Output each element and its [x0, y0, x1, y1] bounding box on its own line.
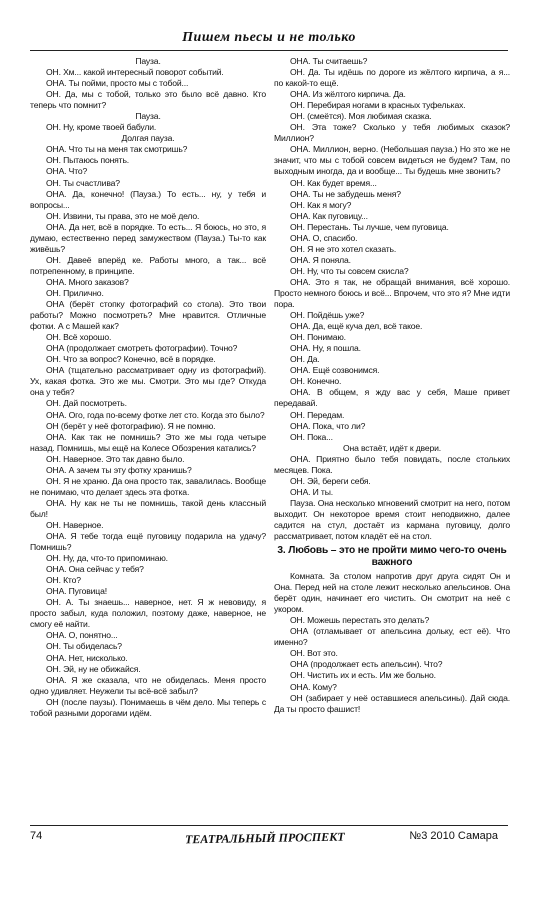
dialogue-line: ОН. Наверное. Это так давно было. — [46, 453, 185, 464]
dialogue-line: ОНА (отламывает от апельсина дольку, ест её). Что именно? — [274, 626, 510, 648]
dialogue-line: ОНА (продолжает смотреть фотографии). Точно? — [46, 343, 238, 354]
dialogue-line: ОН. (смеётся). Моя любимая сказка. — [290, 111, 432, 122]
dialogue-line: ОНА. Да, конечно! (Пауза.) То есть... ну, у тебя и вопросы... — [30, 188, 266, 210]
dialogue-line: ОН. Перебирая ногами в красных туфельках. — [290, 100, 466, 111]
dialogue-line: ОНА. И ты. — [290, 486, 333, 497]
dialogue-line: ОН. А. Ты знаешь... наверное, нет. Я ж невовиду, я просто забыл, куда положил, поэтому даже, наверное, не смогу её найти. — [30, 597, 266, 630]
page-number: 74 — [30, 830, 43, 842]
dialogue-line: ОНА (продолжает есть апельсин). Что? — [290, 659, 443, 670]
dialogue-line: ОН. Ну, кроме твоей бабули. — [46, 122, 157, 133]
dialogue-line: ОНА. Я поняла. — [290, 254, 351, 265]
dialogue-line: ОН. Эта тоже? Сколько у тебя любимых сказок? Миллион? — [274, 122, 510, 144]
dialogue-line: ОН. Да, мы с тобой, только это было всё давно. Кто теперь что помнит? — [30, 89, 266, 111]
dialogue-line: ОН. Ну, что ты совсем скисла? — [290, 265, 409, 276]
dialogue-line: ОН. Что за вопрос? Конечно, всё в порядке. — [46, 354, 216, 365]
dialogue-line: ОНА. В общем, я жду вас у себя, Маше привет передавай. — [274, 387, 510, 409]
dialogue-line: ОН. Да. — [290, 354, 320, 365]
dialogue-line: ОН. Перестань. Ты лучше, чем пуговица. — [290, 221, 449, 232]
stage-direction: Пауза. — [135, 111, 161, 122]
dialogue-line: ОН. Кто? — [46, 575, 81, 586]
dialogue-line: ОН. Эй, ну не обижайся. — [46, 663, 141, 674]
dialogue-line: ОНА. Я тебе тогда ещё пуговицу подарила на удачу? Помнишь? — [30, 531, 266, 553]
dialogue-line: ОНА. Приятно было тебя повидать, после стольких месяцев. Пока. — [274, 453, 510, 475]
dialogue-line: ОНА. Ого, года по-всему фотке лет сто. Когда это было? — [46, 409, 265, 420]
dialogue-line: ОНА (тщательно рассматривает одну из фотографий). Ух, какая фотка. Это же мы. Смотри. Это мы где? Откуда она у тебя? — [30, 365, 266, 398]
dialogue-line: ОН. Вот это. — [290, 648, 338, 659]
dialogue-line: ОН. Как я могу? — [290, 199, 352, 210]
stage-direction: Она встаёт, идёт к двери. — [342, 442, 442, 453]
dialogue-line: ОНА. Что ты на меня так смотришь? — [46, 144, 188, 155]
dialogue-line: ОН. Ты счастлива? — [46, 177, 120, 188]
dialogue-line: ОН. Ну, да, что-то припоминаю. — [46, 553, 168, 564]
dialogue-line: ОН. Давеё вперёд ке. Работы много, а так... всё потрепенному, в принципе. — [30, 254, 266, 276]
dialogue-line: ОНА. Пока, что ли? — [290, 420, 366, 431]
dialogue-line: ОН. Да. Ты идёшь по дороге из жёлтого кирпича, а я... по какой-то ещё. — [274, 67, 510, 89]
dialogue-line: ОНА. О, спасибо. — [290, 232, 358, 243]
dialogue-line: ОН. Хм... какой интересный поворот событий. — [46, 67, 224, 78]
dialogue-line: ОН (забирает у неё оставшиеся апельсины). Дай сюда. Да ты просто фашист! — [274, 692, 510, 714]
dialogue-line: ОН. Как будет время... — [290, 177, 377, 188]
dialogue-line: ОНА. Ты считаешь? — [290, 56, 368, 66]
dialogue-line: ОН. Всё хорошо. — [46, 332, 112, 343]
dialogue-line: ОНА. Я же сказала, что не обиделась. Меня просто одно удивляет. Неужели ты всё-всё забыл? — [30, 674, 266, 696]
dialogue-line: ОН. Пока... — [290, 431, 333, 442]
dialogue-line: ОН. Понимаю. — [290, 332, 346, 343]
issue-info: №3 2010 Самара — [409, 830, 498, 842]
dialogue-line: ОН. Чистить их и есть. Им же больно. — [290, 670, 436, 681]
dialogue-line: ОН (после паузы). Понимаешь в чём дело. Мы теперь с тобой разными дорогами идём. — [30, 696, 266, 718]
dialogue-line: ОНА. Миллион, верно. (Небольшая пауза.) Но это же не значит, что мы с тобой совсем видеться не будем? Там, по выходным иногда, да и вообще... Ты будешь мне звонить? — [274, 144, 510, 177]
text-column-right — [274, 56, 510, 715]
dialogue-line: ОНА. Пуговица! — [46, 586, 107, 597]
dialogue-line: ОН. Пойдёшь уже? — [290, 310, 365, 321]
dialogue-line: ОН. Конечно. — [290, 376, 342, 387]
dialogue-line: ОН. Можешь перестать это делать? — [290, 615, 430, 626]
dialogue-line: ОНА. А зачем ты эту фотку хранишь? — [46, 464, 192, 475]
dialogue-line: ОНА. Да нет, всё в порядке. То есть... Я боюсь, но это, я думаю, естественно перед замужеством (Пауза.) Ты-то как живёшь? — [30, 221, 266, 254]
dialogue-line: ОНА. Кому? — [290, 681, 337, 692]
header-divider — [30, 50, 508, 51]
dialogue-line: ОНА. Ты пойми, просто мы с тобой... — [46, 78, 189, 89]
dialogue-line: ОНА. Из жёлтого кирпича. Да. — [290, 89, 406, 100]
dialogue-line: ОН. Я не это хотел сказать. — [290, 243, 397, 254]
dialogue-line: ОНА. Много заказов? — [46, 276, 129, 287]
magazine-name: ТЕАТРАЛЬНЫЙ ПРОСПЕКТ — [184, 829, 345, 847]
dialogue-line: ОН. Прилично. — [46, 287, 104, 298]
page-header: Пишем пьесы и не только — [182, 30, 356, 45]
dialogue-line: ОНА. Ещё созвонимся. — [290, 365, 380, 376]
dialogue-line: ОНА (берёт стопку фотографий со стола). Это твои работы? Можно посмотреть? Мне нравится. Отличные фотки. А с Машей как? — [30, 299, 266, 332]
dialogue-line: ОНА. Нет, нисколько. — [46, 652, 128, 663]
dialogue-line: ОНА. Это я так, не обращай внимания, всё хорошо. Просто немного боюсь и всё... Впрочем, что это я? Мне идти пора. — [274, 276, 510, 310]
dialogue-line: ОН. Ты обиделась? — [46, 641, 122, 652]
dialogue-line: ОНА. Как пуговицу... — [290, 210, 368, 221]
dialogue-line: ОН. Извини, ты права, это не моё дело. — [46, 210, 200, 221]
dialogue-line: ОНА. Ну, я пошла. — [290, 343, 361, 354]
dialogue-line: ОН. Эй, береги себя. — [290, 475, 371, 486]
footer-divider — [30, 825, 508, 826]
dialogue-line: ОНА. Как так не помнишь? Это же мы года четыре назад. Помнишь, мы ещё на Колесе Обозрения катались? — [30, 431, 266, 453]
dialogue-line: ОНА. Ну как не ты не помнишь, такой день классный был! — [30, 497, 266, 519]
dialogue-line: ОНА. Ты не забудешь меня? — [290, 188, 401, 199]
text-column-left — [30, 56, 266, 719]
dialogue-line: ОН. Передам. — [290, 409, 345, 420]
dialogue-line: Комната. За столом напротив друг друга сидят Он и Она. Перед ней на столе лежит несколько апельсинов. Она берёт один, начинает его чистить. Он смотрит на неё с укором. — [274, 571, 510, 615]
dialogue-line: ОН. Я не храню. Да она просто так, завалилась. Вообще не понимаю, что делает здесь эта фотка. — [30, 475, 266, 497]
dialogue-line: ОНА. Да, ещё куча дел, всё такое. — [290, 321, 423, 332]
stage-direction: Долгая пауза. — [121, 133, 175, 144]
dialogue-line: ОН. Наверное. — [46, 519, 104, 530]
stage-direction: Пауза. — [135, 56, 161, 66]
dialogue-line: ОН. Дай посмотреть. — [46, 398, 127, 409]
dialogue-line: ОНА. О, понятно... — [46, 630, 118, 641]
section-heading: 3. Любовь – это не пройти мимо чего-то очень важного — [277, 545, 507, 569]
dialogue-line: ОН. Пытаюсь понять. — [46, 155, 130, 166]
dialogue-line: Пауза. Она несколько мгновений смотрит на него, потом выходит. Он некоторое время стоит неподвижно, далее садится на стул, достаёт из кармана пуговицу, долго рассматривает, потом кладёт её на стол. — [274, 497, 510, 542]
dialogue-line: ОНА. Что? — [46, 166, 88, 177]
dialogue-line: ОН (берёт у неё фотографию). Я не помню. — [46, 420, 216, 431]
dialogue-line: ОНА. Она сейчас у тебя? — [46, 564, 144, 575]
